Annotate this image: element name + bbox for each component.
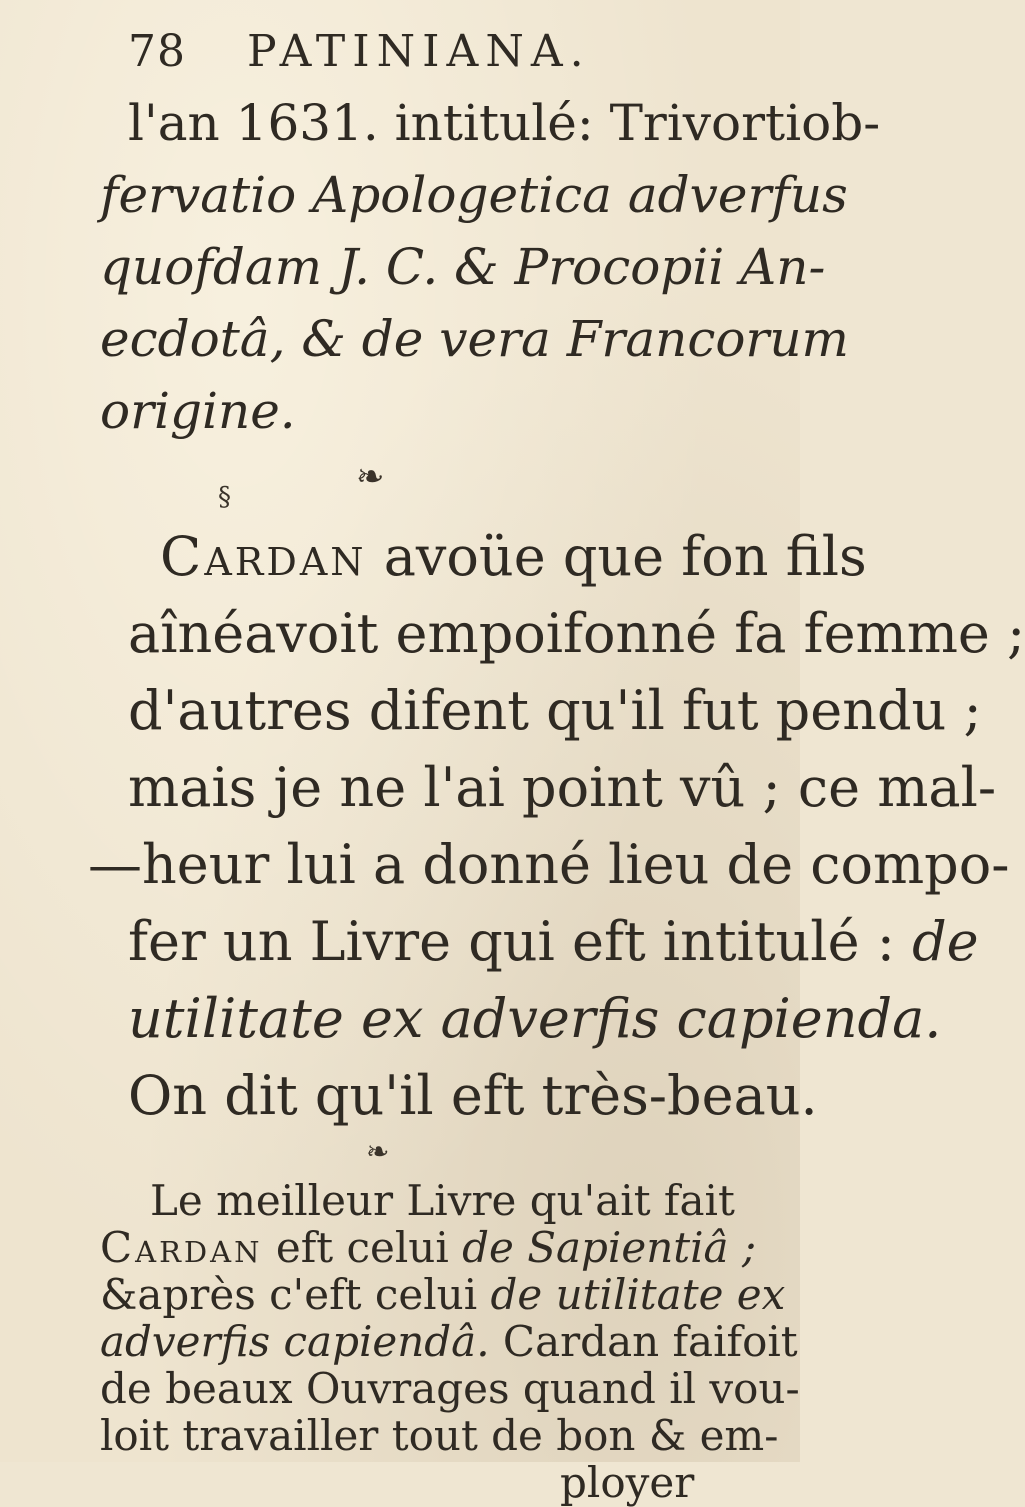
- text-line: [560, 1458, 695, 1507]
- text-line-content: fer un Livre qui eft intitulé :: [128, 910, 895, 973]
- text-line: [128, 679, 982, 742]
- margin-mark: §: [218, 482, 231, 512]
- fleuron-ornament: ❧: [366, 1135, 390, 1168]
- fleuron-ornament: ❧: [356, 457, 385, 497]
- text-line: [88, 833, 1010, 896]
- text-line-content: origine.: [100, 382, 296, 440]
- author-name: Cardan: [100, 1223, 263, 1272]
- text-line: [128, 1064, 818, 1127]
- text-line: [128, 756, 997, 819]
- text-line-content: l'an 1631. intitulé: Trivortiob-: [128, 94, 881, 152]
- text-line-content: fervatio Apologetica adverfus: [100, 166, 848, 224]
- running-title: PATINIANA.: [247, 26, 591, 77]
- text-line: [100, 238, 826, 296]
- text-line: [100, 1270, 786, 1319]
- text-line-content: d'autres difent qu'il fut pendu ;: [128, 679, 982, 742]
- text-line-content: mais je ne l'ai point vû ; ce mal-: [128, 756, 997, 819]
- running-header: [128, 26, 591, 77]
- text-line: [100, 1317, 798, 1366]
- text-line: [100, 1223, 757, 1272]
- text-line-content: —heur lui a donné lieu de compo-: [88, 833, 1010, 896]
- page-number: 78: [128, 26, 186, 77]
- text-line: [100, 310, 849, 368]
- text-line: [160, 525, 867, 588]
- text-line-content: de beaux Ouvrages quand il vou-: [100, 1364, 800, 1413]
- text-line-content: eft celui: [262, 1223, 449, 1272]
- text-line: [100, 1411, 779, 1460]
- text-line-content: loit travailler tout de bon & em-: [100, 1411, 779, 1460]
- text-line: [100, 1364, 800, 1413]
- text-line: [128, 602, 1025, 665]
- text-line-italic: de Sapientiâ ;: [448, 1223, 757, 1272]
- text-line: [100, 382, 296, 440]
- author-name: Cardan: [160, 525, 367, 588]
- text-line-content: aînéavoit empoifonné fa femme ;: [128, 602, 1025, 665]
- text-line-italic: de: [912, 910, 979, 973]
- text-line: [128, 94, 881, 152]
- text-line-content: utilitate ex adverfis capienda.: [128, 987, 942, 1050]
- text-line: [100, 166, 848, 224]
- text-line-content: Le meilleur Livre qu'ait fait: [150, 1176, 735, 1225]
- text-line: [150, 1176, 735, 1225]
- text-line-content: ecdotâ, & de vera Francorum: [100, 310, 849, 368]
- text-line-content: avoüe que fon fils: [383, 525, 867, 588]
- text-line: [128, 910, 979, 973]
- catchword: ployer: [560, 1458, 695, 1507]
- text-line-content: &après c'eft celui: [100, 1270, 478, 1319]
- text-line-italic: de utilitate ex: [477, 1270, 786, 1319]
- text-line: [128, 987, 942, 1050]
- text-line-content: Cardan faifoit: [489, 1317, 798, 1366]
- text-line-content: quofdam J. C. & Procopii An-: [100, 238, 826, 296]
- text-line-italic: adverfis capiendâ.: [100, 1317, 490, 1366]
- text-line-content: On dit qu'il eft très-beau.: [128, 1064, 818, 1127]
